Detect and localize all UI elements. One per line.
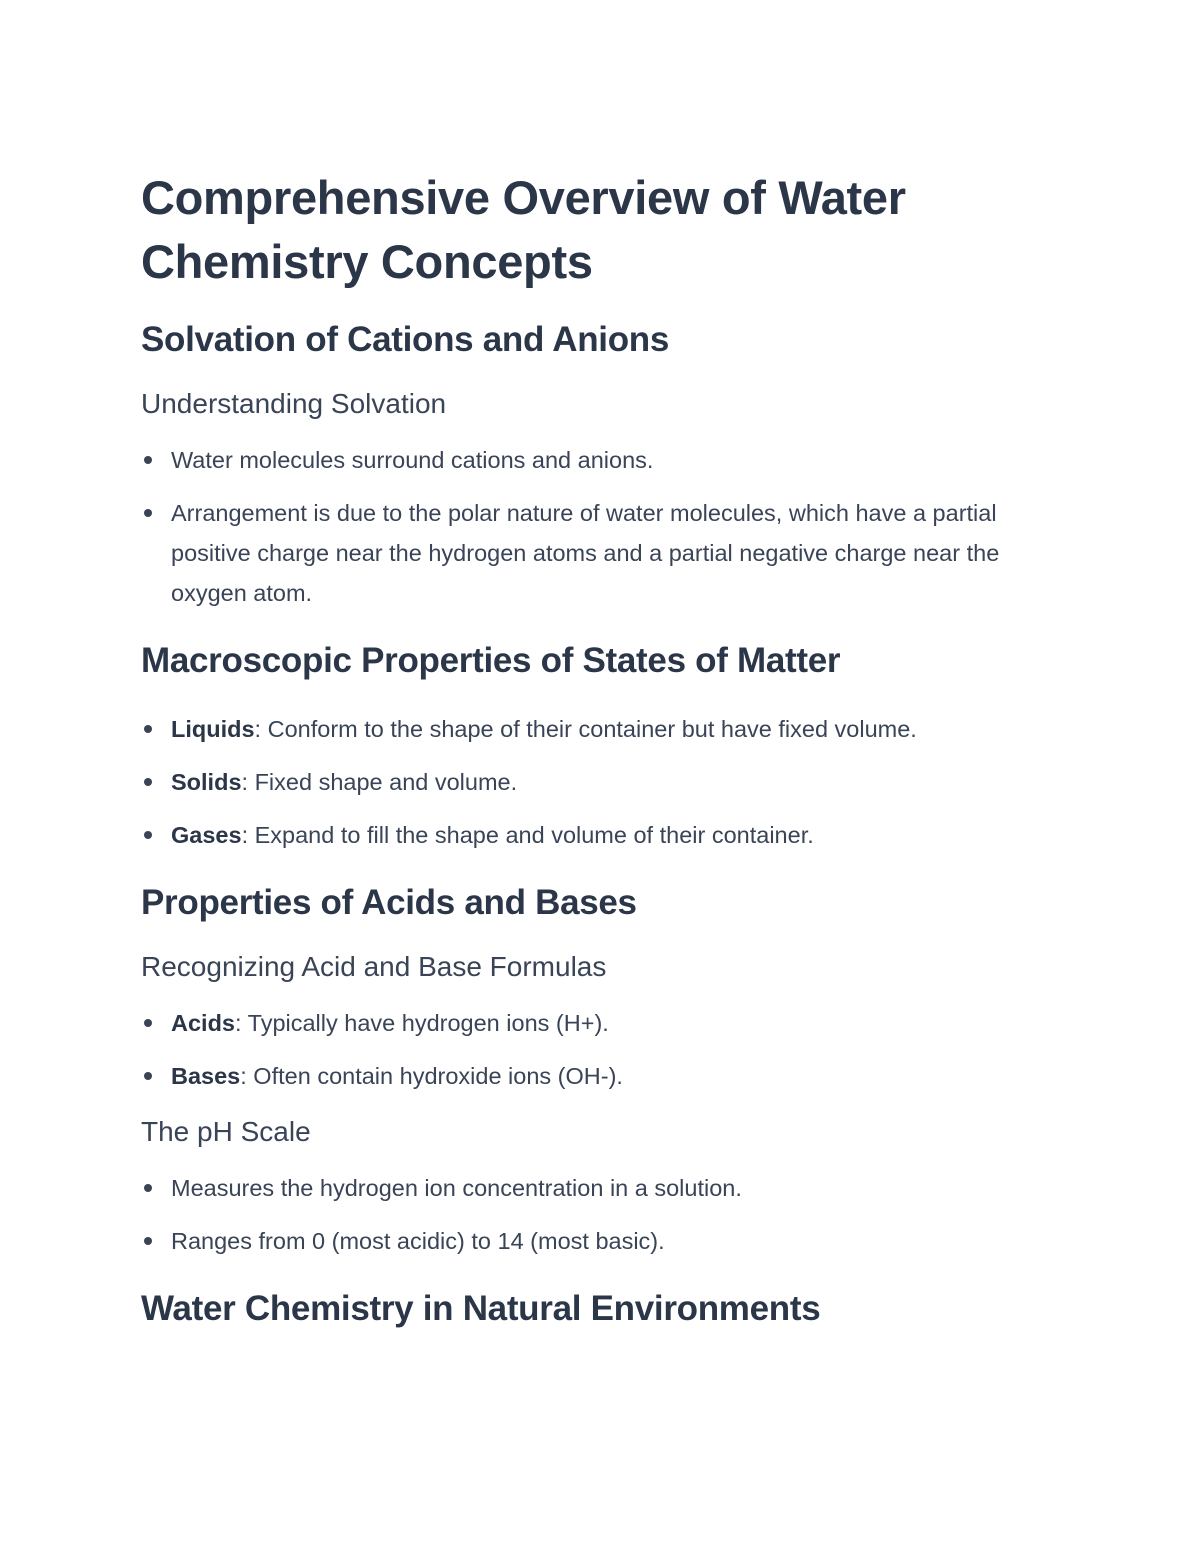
bullet-icon: [144, 725, 152, 733]
list-item-text: Arrangement is due to the polar nature of water molecules, which have a partial positive charge near the hydrogen atoms and a partial negative charge near the oxygen atom.: [171, 500, 1000, 606]
list-item: [141, 815, 1076, 855]
list-item: [141, 1056, 1076, 1096]
list-item-text: : Typically have hydrogen ions (H+).: [235, 1010, 609, 1036]
list-item: [141, 440, 1076, 480]
bullet-icon: [144, 456, 152, 464]
ph-scale-list: [141, 1168, 1076, 1261]
subheading-understanding-solvation: Understanding Solvation: [141, 388, 447, 419]
bullet-icon: [144, 1237, 152, 1245]
list-item-text: : Often contain hydroxide ions (OH-).: [240, 1063, 623, 1089]
bullet-icon: [144, 1072, 152, 1080]
subheading-ph-scale: The pH Scale: [141, 1116, 311, 1147]
list-item: [141, 1003, 1076, 1043]
list-item-text: Measures the hydrogen ion concentration in a solution.: [171, 1175, 742, 1201]
list-item: [141, 493, 1076, 613]
list-item-text: Ranges from 0 (most acidic) to 14 (most basic).: [171, 1228, 665, 1254]
acid-base-formulas-list: [141, 1003, 1076, 1096]
term-acids: Acids: [171, 1010, 235, 1036]
section-heading-acids-bases: Properties of Acids and Bases: [141, 883, 637, 922]
list-item: [141, 762, 1076, 802]
section-heading-natural-environments: Water Chemistry in Natural Environments: [141, 1289, 821, 1328]
section-heading-macroscopic: Macroscopic Properties of States of Matter: [141, 641, 841, 680]
term-gases: Gases: [171, 822, 242, 848]
page-title: Comprehensive Overview of Water Chemistry Concepts: [141, 171, 906, 288]
list-item-text: Water molecules surround cations and anions.: [171, 447, 654, 473]
term-solids: Solids: [171, 769, 242, 795]
list-item-text: : Expand to fill the shape and volume of their container.: [241, 822, 814, 848]
document-page: [141, 166, 1076, 1331]
bullet-icon: [144, 1019, 152, 1027]
term-liquids: Liquids: [171, 716, 255, 742]
list-item: [141, 709, 1076, 749]
list-item: [141, 1221, 1076, 1261]
bullet-icon: [144, 778, 152, 786]
term-bases: Bases: [171, 1063, 241, 1089]
bullet-icon: [144, 1184, 152, 1192]
solvation-list: [141, 440, 1076, 613]
list-item-text: : Conform to the shape of their container but have fixed volume.: [254, 716, 917, 742]
states-of-matter-list: [141, 709, 1076, 855]
bullet-icon: [144, 509, 152, 517]
bullet-icon: [144, 831, 152, 839]
subheading-acid-base-formulas: Recognizing Acid and Base Formulas: [141, 951, 607, 982]
section-heading-solvation: Solvation of Cations and Anions: [141, 320, 670, 359]
list-item-text: : Fixed shape and volume.: [241, 769, 518, 795]
list-item: [141, 1168, 1076, 1208]
